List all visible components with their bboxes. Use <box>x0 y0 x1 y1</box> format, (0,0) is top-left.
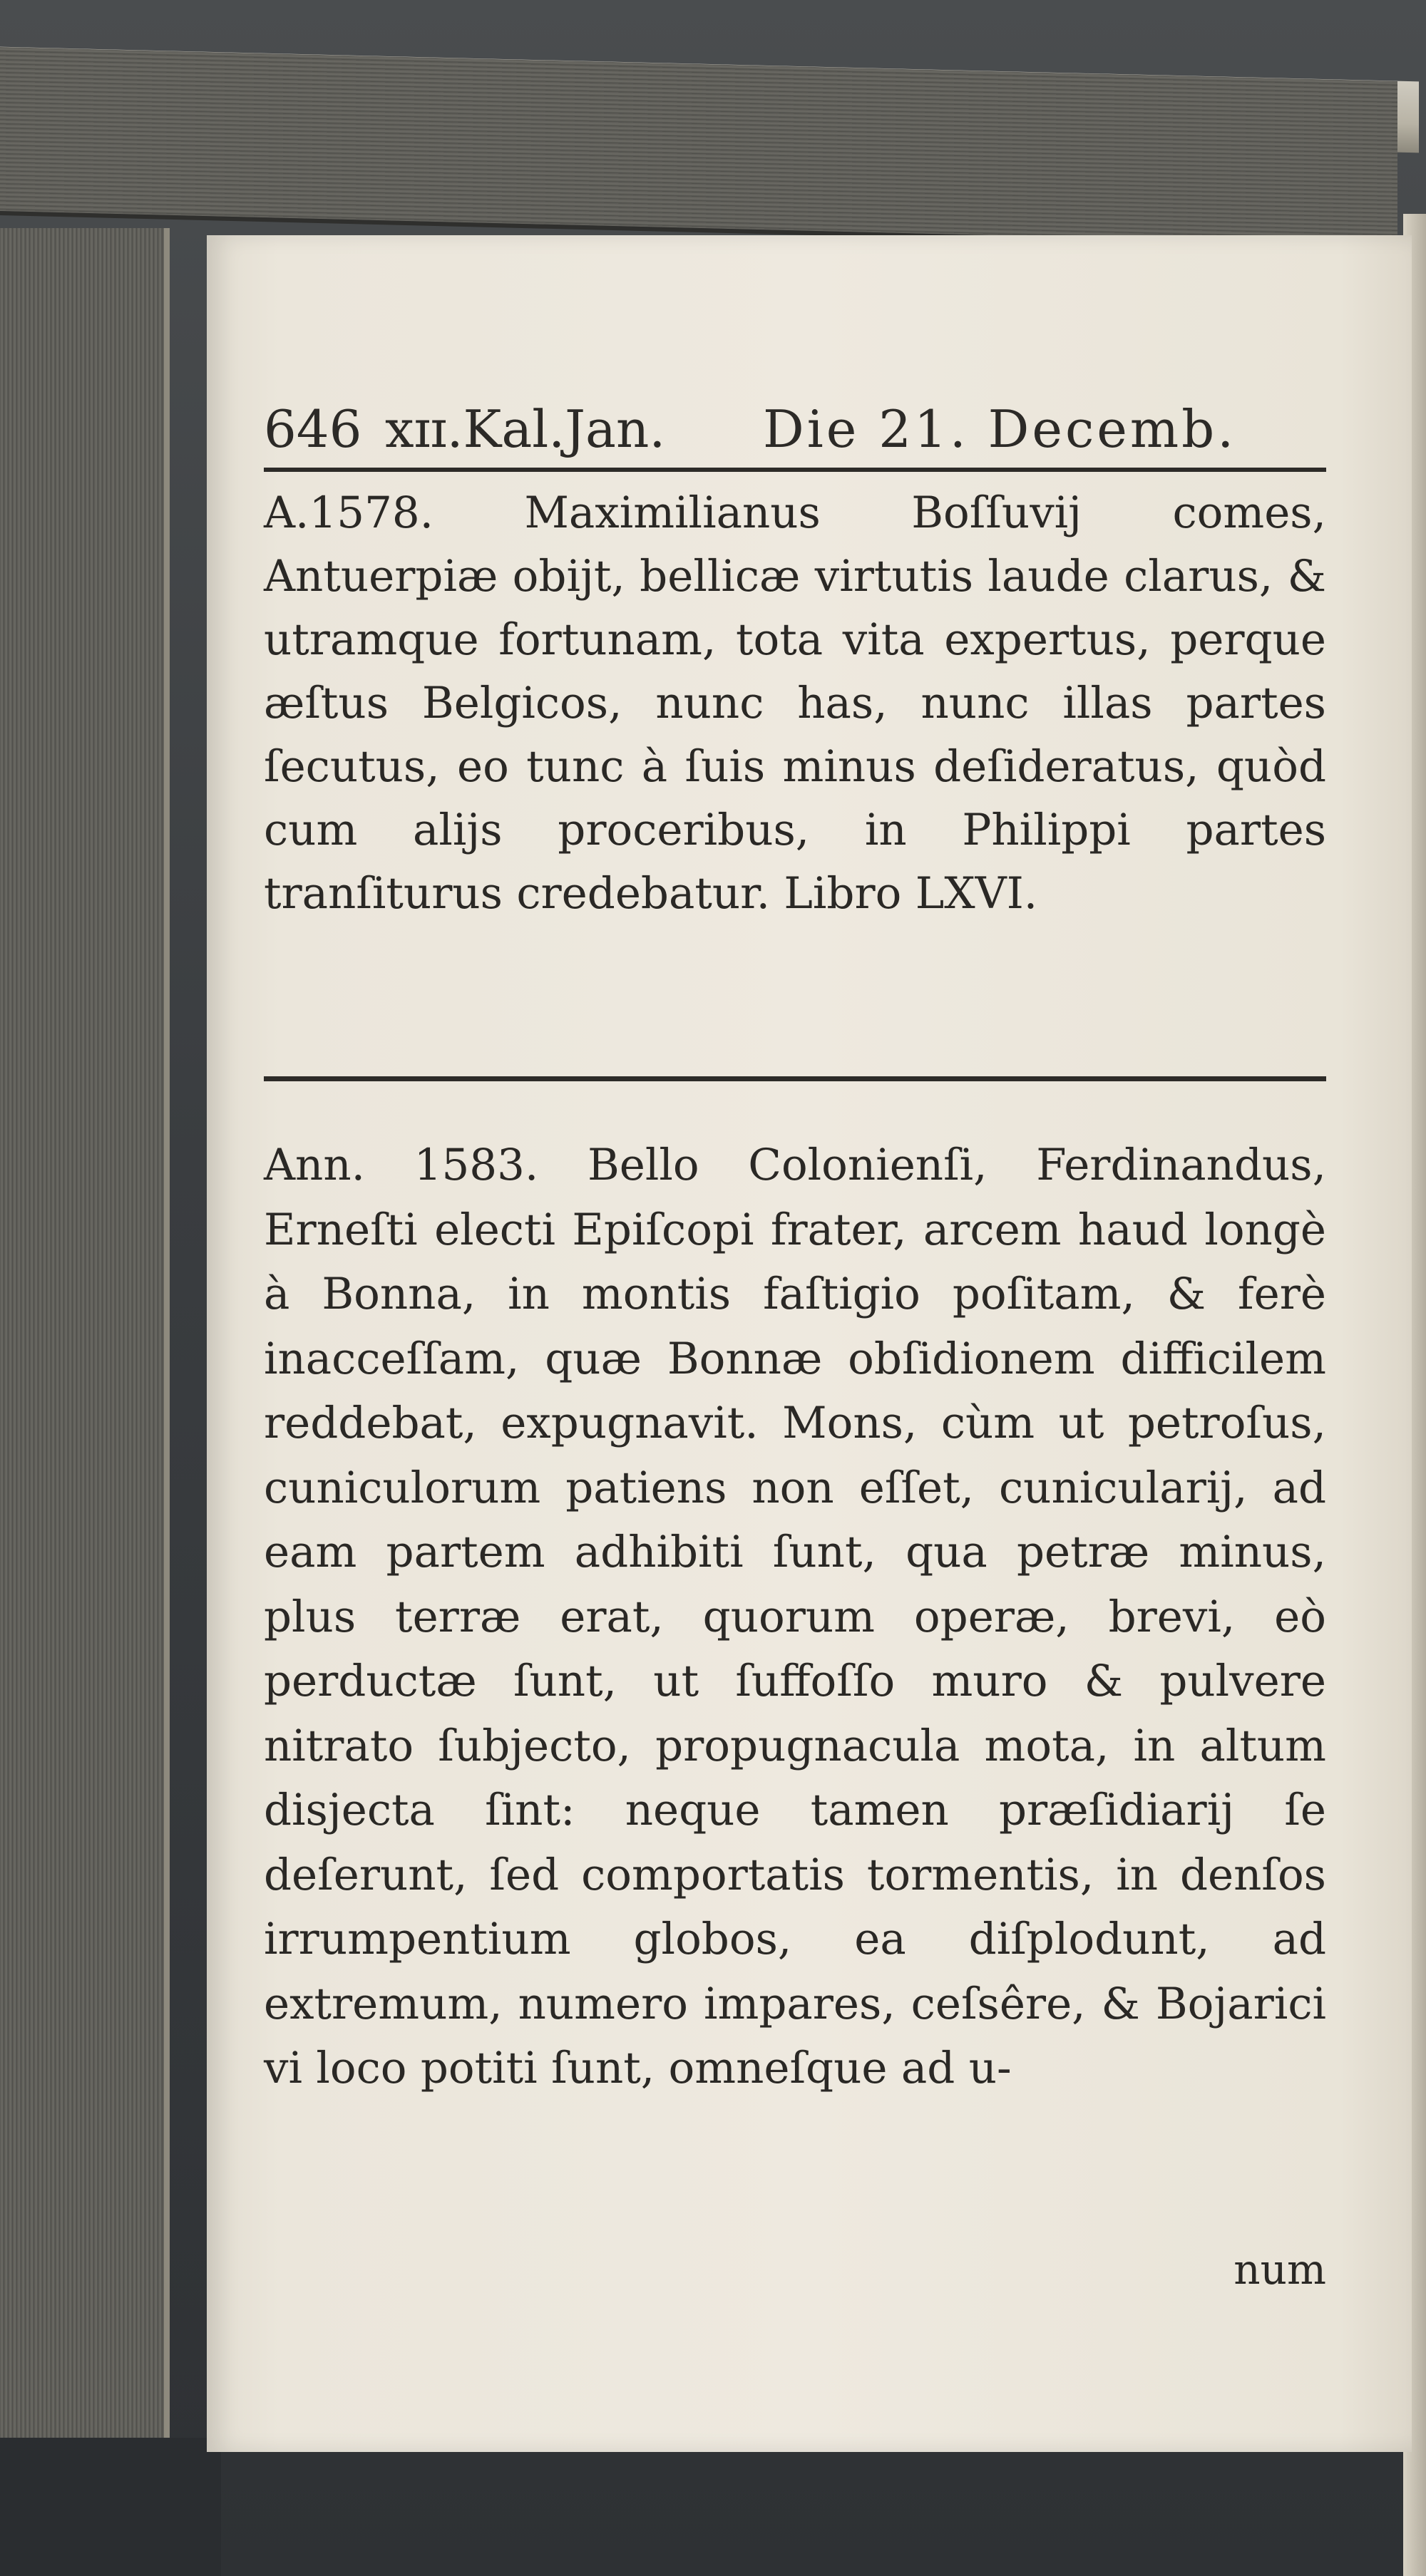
book-top-page-edges <box>0 47 1397 249</box>
book-page <box>207 235 1412 2452</box>
book-left-page-edges <box>0 228 170 2452</box>
running-header <box>264 399 1333 459</box>
section-divider <box>264 1076 1326 1081</box>
catchword: num <box>1233 2245 1326 2294</box>
header-kalends: xɪɪ.Kal.Jan. <box>385 399 666 459</box>
entry-1583: Ann. 1583. Bello Colonienſi, Ferdinandus, Erneſti electi Epiſcopi frater, arcem haud longè à Bonna, in montis faſtigio poſitam, & ferè inacceſſam, quæ Bonnæ obſidionem difficilem reddebat, expugnavit. Mons, cùm ut petroſus, cuniculorum patiens non eſſet, cunicularij, ad eam partem adhibiti ſunt, qua petræ minus, plus terræ erat, quorum operæ, brevi, eò perductæ ſunt, ut ſuffoſſo muro & pulvere nitrato ſubjecto, propugnacula mota, in altum disjecta ſint: neque tamen præſidiarij ſe deſerunt, ſed comportatis tormentis, in denſos irrumpentium globos, ea diſplodunt, ad extremum, numero impares, ceſsêre, & Bojarici vi loco potiti ſunt, omneſque ad u- <box>264 1140 1326 2093</box>
header-date: Die 21. Decemb. <box>763 399 1237 459</box>
header-rule <box>264 468 1326 472</box>
book-bottom-shadow <box>0 2438 221 2576</box>
entry-1578: A.1578. Maximilianus Boſſuvij comes, Antuerpiæ obijt, bellicæ virtutis laude clarus, & utramque fortunam, tota vita expertus, perque æſtus Belgicos, nunc has, nunc illas partes ſecutus, eo tunc à ſuis minus deſideratus, quòd cum alijs proceribus, in Philippi partes tranſiturus credebatur. Libro LXVI. <box>264 488 1326 919</box>
page-number: 646 <box>264 399 362 459</box>
